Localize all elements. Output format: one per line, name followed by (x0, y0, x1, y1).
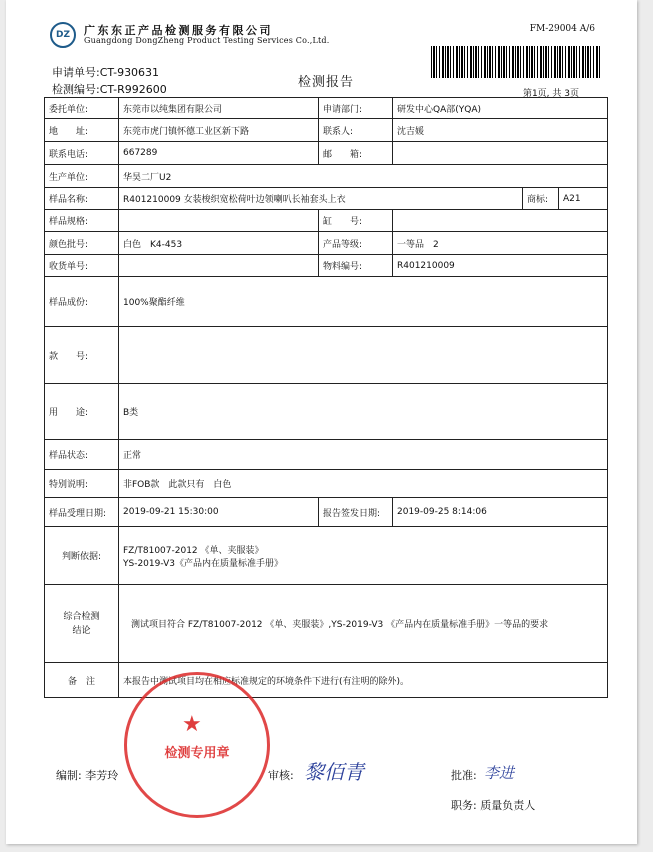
contact-label: 联系人: (319, 119, 393, 142)
basis-line-2: YS-2019-V3《产品内在质量标准手册》 (123, 558, 283, 569)
table-row (45, 384, 608, 440)
table-row (45, 527, 608, 585)
received-date-label: 样品受理日期: (45, 498, 119, 527)
seal-text: 检测专用章 (164, 746, 230, 761)
basis-label: 判断依据: (45, 527, 119, 585)
position: 职务: 质量负责人 (451, 799, 536, 812)
style-label: 款 号: (45, 327, 119, 384)
approver-label: 批准: (451, 769, 477, 782)
barcode (431, 46, 601, 78)
dept-label: 申请部门: (319, 98, 393, 119)
grade-value: 一等品 2 (393, 232, 608, 255)
page-info: 第1页, 共 3页 (522, 89, 579, 99)
sample-name-value: R401210009 女装梭织宽松荷叶边领喇叭长袖套头上衣 (119, 188, 523, 210)
table-row (45, 255, 608, 277)
address-label: 地 址: (45, 119, 119, 142)
grade-label: 产品等级: (319, 232, 393, 255)
sample-name-label: 样品名称: (45, 188, 119, 210)
dept-value: 研发中心QA部(YQA) (393, 98, 608, 119)
table-row (45, 210, 608, 232)
notes-label: 特别说明: (45, 470, 119, 498)
issued-date-value: 2019-09-25 8:14:06 (393, 498, 608, 527)
client-label: 委托单位: (45, 98, 119, 119)
trademark-label: 商标: (523, 188, 559, 210)
composition-label: 样品成份: (45, 277, 119, 327)
color-label: 颜色批号: (45, 232, 119, 255)
table-row (45, 663, 608, 698)
composition-value: 100%聚酯纤维 (119, 277, 608, 327)
producer-label: 生产单位: (45, 165, 119, 188)
report-title: 检测报告 (298, 75, 355, 90)
application-number: 申请单号:CT-930631 (52, 66, 160, 79)
material-value: R401210009 (393, 255, 608, 277)
report-table (44, 97, 608, 698)
usage-label: 用 途: (45, 384, 119, 440)
vat-value (393, 210, 608, 232)
table-row (45, 165, 608, 188)
table-row (45, 498, 608, 527)
basis-value (119, 527, 608, 585)
seal-star-icon: ★ (182, 712, 202, 737)
reviewer-label: 审核: (268, 769, 294, 782)
mail-value (393, 142, 608, 165)
vat-label: 缸 号: (319, 210, 393, 232)
reviewer-signature: 黎佰青 (304, 760, 364, 784)
trademark-value: A21 (559, 188, 608, 210)
company-logo: DZ (50, 22, 76, 48)
address-value: 东莞市虎门镇怀德工业区新下路 (119, 119, 319, 142)
approver-signature: 李进 (484, 764, 515, 782)
table-row (45, 440, 608, 470)
contact-value: 沈吉媛 (393, 119, 608, 142)
table-row (45, 188, 608, 210)
mail-label: 邮 箱: (319, 142, 393, 165)
phone-value: 667289 (119, 142, 319, 165)
basis-line-1: FZ/T81007-2012 《单、夹服装》 (123, 545, 264, 556)
company-name-en: Guangdong DongZheng Product Testing Services Co.,Ltd. (84, 36, 330, 45)
table-row (45, 119, 608, 142)
remark-label: 备 注 (45, 663, 119, 698)
remark-value: 本报告中测试项目均在相应标准规定的环境条件下进行(有注明的除外)。 (119, 663, 608, 698)
table-row (45, 232, 608, 255)
material-label: 物料编号: (319, 255, 393, 277)
company-name-cn: 广东东正产品检测服务有限公司 (84, 24, 273, 37)
table-row (45, 327, 608, 384)
style-value (119, 327, 608, 384)
table-row (45, 277, 608, 327)
table-row (45, 585, 608, 663)
usage-value: B类 (119, 384, 608, 440)
conclusion-label: 综合检测 结论 (45, 585, 119, 663)
receipt-label: 收货单号: (45, 255, 119, 277)
client-value: 东莞市以纯集团有限公司 (119, 98, 319, 119)
received-date-value: 2019-09-21 15:30:00 (119, 498, 319, 527)
receipt-value (119, 255, 319, 277)
conclusion-value: 测试项目符合 FZ/T81007-2012 《单、夹服装》,YS-2019-V3 《产品内在质量标准手册》一等品的要求 (119, 585, 608, 663)
table-row (45, 470, 608, 498)
spec-label: 样品规格: (45, 210, 119, 232)
editor-signoff: 编制: 李芳玲 (56, 769, 119, 782)
phone-label: 联系电话: (45, 142, 119, 165)
notes-value: 非FOB款 此款只有 白色 (119, 470, 608, 498)
issued-date-label: 报告签发日期: (319, 498, 393, 527)
table-row (45, 142, 608, 165)
report-page (6, 0, 637, 844)
status-value: 正常 (119, 440, 608, 470)
table-row (45, 98, 608, 119)
form-number: FM-29004 A/6 (529, 24, 595, 34)
test-number: 检测编号:CT-R992600 (52, 83, 167, 96)
status-label: 样品状态: (45, 440, 119, 470)
producer-value: 华昊二厂U2 (119, 165, 608, 188)
spec-value (119, 210, 319, 232)
color-value: 白色 K4-453 (119, 232, 319, 255)
